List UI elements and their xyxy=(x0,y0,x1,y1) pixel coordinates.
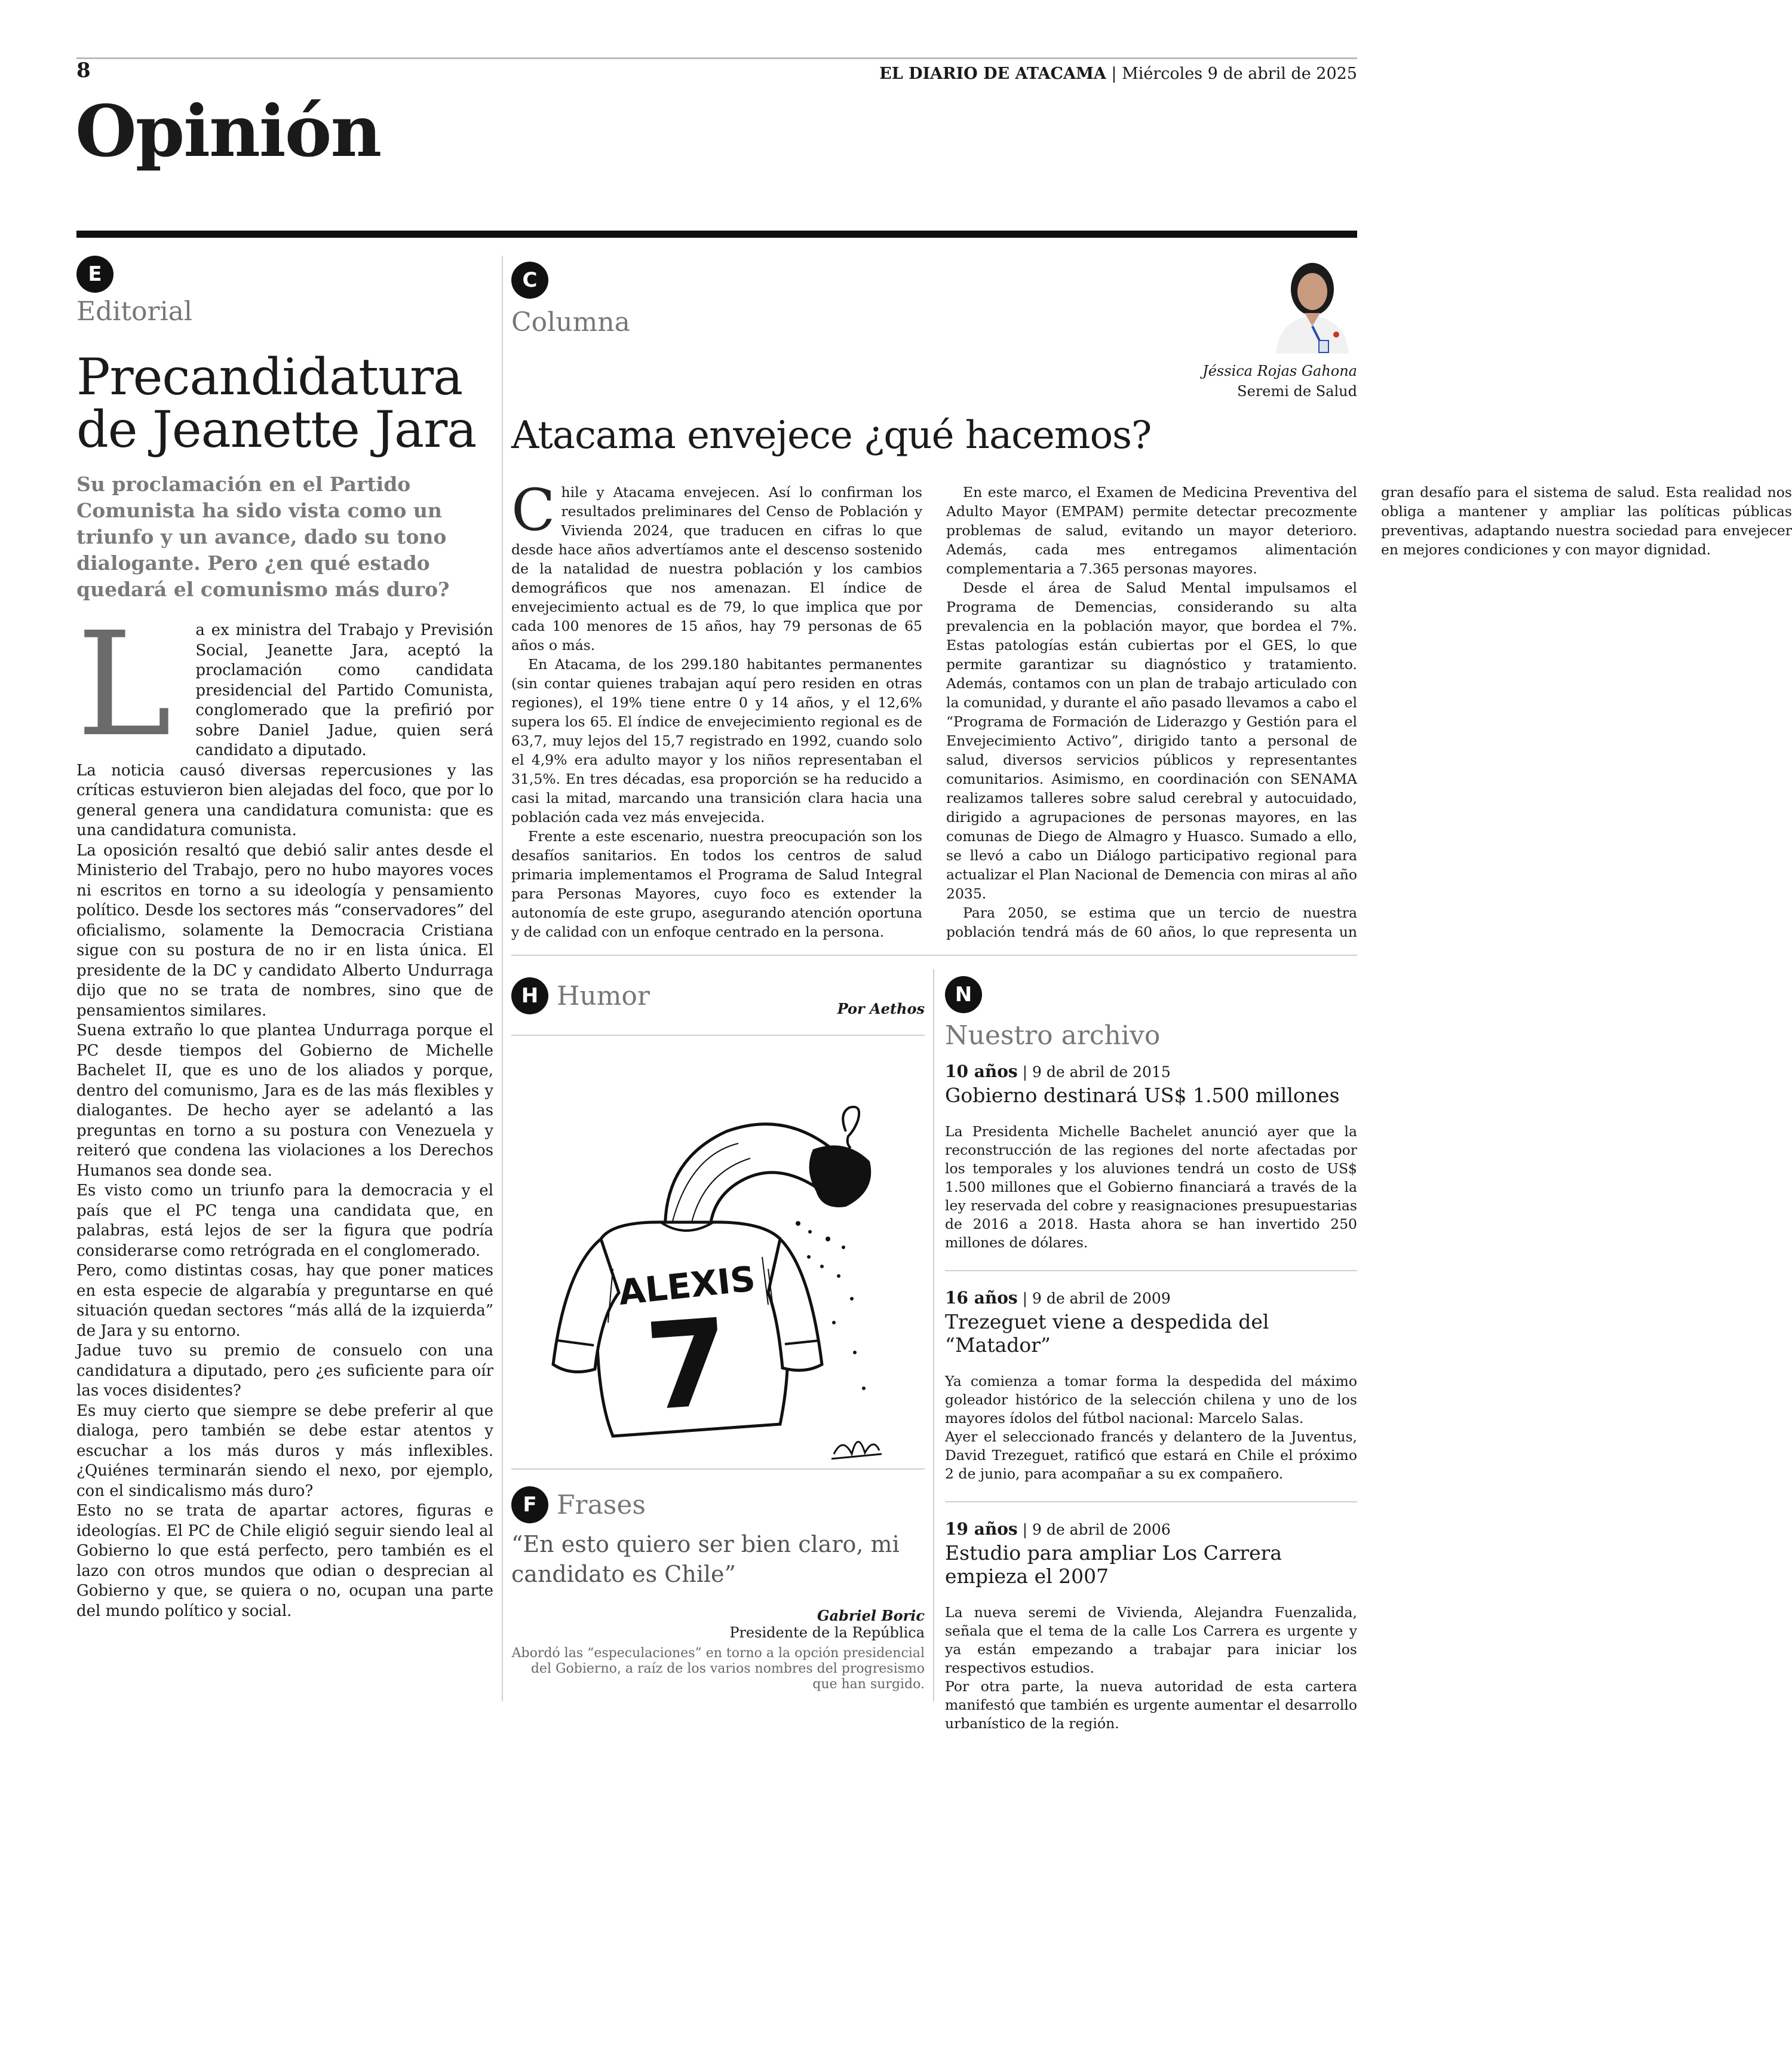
archive-years: 10 años xyxy=(945,1062,1018,1081)
humor-bottom-rule xyxy=(511,1468,925,1470)
humor-byline: Por Aethos xyxy=(837,1000,925,1017)
column-kicker: Columna xyxy=(511,307,630,338)
column-dropcap: C xyxy=(511,477,556,544)
archive-paragraph: Por otra parte, la nueva autoridad de esta cartera manifestó que también es urgente aumentar el desarrollo urbanístico de la región. xyxy=(945,1678,1357,1732)
editorial xyxy=(76,256,493,1621)
editorial-paragraph: a ex ministra del Trabajo y Previsión Social, Jeanette Jara, aceptó la proclamación como candidata presidencial del Partido Comunista, conglomerado que la prefirió por sobre Daniel Jadue, quien será candidato a diputado. xyxy=(195,621,493,759)
editorial-kicker: Editorial xyxy=(76,296,192,327)
editorial-paragraph: Esto no se trata de apartar actores, figuras e ideologías. El PC de Chile eligió seguir siendo leal al Gobierno lo que está perfecto, pero también es el lazo con otros mundos que odian o desprecian al Gobierno y que, se quiera o no, ocupan una parte del mundo político y social. xyxy=(76,1502,493,1620)
column-paragraph: En este marco, el Examen de Medicina Preventiva del Adulto Mayor (EMPAM) permite detectar precozmente problemas de salud, evitando un mayor deterioro. Además, cada mes entregamos alimentación complementaria a 7.365 personas mayores. xyxy=(946,484,1357,577)
jersey-name: ALEXIS xyxy=(616,1258,757,1313)
section-rule xyxy=(76,231,1357,238)
editorial-title xyxy=(76,348,493,459)
frases-kicker: Frases xyxy=(557,1489,646,1520)
page-number: 8 xyxy=(76,59,91,82)
archive-date xyxy=(945,1288,1357,1308)
author-role: Seremi de Salud xyxy=(1237,383,1357,400)
humor-kicker: Humor xyxy=(557,980,650,1011)
editorial-title-line2: de Jeanette Jara xyxy=(76,400,477,459)
masthead xyxy=(879,65,1357,83)
jersey-number: 7 xyxy=(641,1293,734,1438)
column-paragraph: Frente a este escenario, nuestra preocupación son los desafíos sanitarios. En todos los centros de salud primaria implementamos el Programa de Salud Integral para Personas Mayores, cuyo foco es extender la autonomía de este grupo, asegurando atención oportuna y de calidad con un enfoque centrado en la persona. xyxy=(511,828,922,940)
column-body xyxy=(511,477,1792,949)
frases-author: Gabriel Boric xyxy=(817,1607,925,1624)
issue-date: | Miércoles 9 de abril de 2025 xyxy=(1111,65,1357,83)
column-divider xyxy=(502,256,503,1701)
archive-badge: N xyxy=(945,976,982,1013)
frases-context: Abordó las “especulaciones” en torno a la opción presidencial del Gobierno, a raíz de los varios nombres del progresismo que han surgido. xyxy=(511,1646,925,1692)
frases-header xyxy=(511,1486,925,1523)
frases-role: Presidente de la República xyxy=(729,1624,925,1641)
archive-headline: Trezeguet viene a despedida del “Matador” xyxy=(945,1310,1269,1357)
archive-date xyxy=(945,1062,1357,1081)
archive-headline: Estudio para ampliar Los Carrera empieza el 2007 xyxy=(945,1541,1282,1588)
column-title: Atacama envejece ¿qué hacemos? xyxy=(511,413,1152,458)
archive-paragraph: La nueva seremi de Vivienda, Alejandra Fuenzalida, señala que el tema de la calle Los Carrera es urgente y ya están empezando a trabajar para iniciar los respectivos estudios. xyxy=(945,1604,1357,1676)
column xyxy=(511,262,1792,946)
editorial-paragraph: Suena extraño lo que plantea Undurraga porque el PC desde tiempos del Gobierno de Michelle Bachelet II, que es uno de los aliados y porque, dentro del comunismo, Jara es de las más flexibles y dialogantes. De hecho ayer se adelantó a las preguntas en torno a su postura con Venezuela y reiteró que condena las violaciones a los Derechos Humanos sea donde sea. xyxy=(76,1022,493,1180)
archive-body xyxy=(945,1122,1357,1252)
author-caption xyxy=(1202,361,1357,401)
archive-item xyxy=(945,1519,1357,1733)
frases-quote: “En esto quiero ser bien claro, mi candidato es Chile” xyxy=(511,1531,900,1587)
archive-kicker: Nuestro archivo xyxy=(945,1020,1161,1051)
column-bottom-rule xyxy=(511,955,1357,956)
section-title: Opinión xyxy=(75,90,381,173)
archive-item xyxy=(945,1288,1357,1483)
column-paragraph-text: hile y Atacama envejecen. Así lo confirman los resultados preliminares del Censo de Población y Vivienda 2024, que traducen en cifras lo que desde hace años advertíamos ante el descenso sostenido de la natalidad de nuestra población y los cambios demográficos que nos amenazan. El índice de envejecimiento actual es de 79, lo que implica que por cada 100 menores de 15 años, hay 79 personas de 65 años o más. xyxy=(511,484,922,654)
author-name: Jéssica Rojas Gahona xyxy=(1202,363,1357,379)
cartoon-drawing xyxy=(511,1042,925,1496)
humor-archive-divider xyxy=(933,969,934,1701)
archive-separator xyxy=(945,1501,1357,1502)
cartoon xyxy=(511,1042,925,1496)
archive-paragraph: La Presidenta Michelle Bachelet anunció ayer que la reconstrucción de las regiones del norte afectadas por los temporales y los aluviones tendrá un costo de US$ 1.500 millones que el Gobierno financiará a través de la ley reservada del cobre y reasignaciones presupuestarias de 2016 a 2018. Hasta ahora se han invertido 250 millones de dólares. xyxy=(945,1123,1357,1251)
archive-date-text: | 9 de abril de 2015 xyxy=(1022,1063,1171,1081)
archive-date-text: | 9 de abril de 2006 xyxy=(1022,1521,1171,1538)
archive-separator xyxy=(945,1270,1357,1271)
newspaper-name: EL DIARIO DE ATACAMA xyxy=(879,65,1106,83)
author-photo xyxy=(1268,251,1357,354)
editorial-paragraph: Es muy cierto que siempre se debe preferir al que dialoga, pero también se debe estar atentos y escuchar a los más duros y más inflexibles. ¿Quiénes terminarán siendo el nexo, por ejemplo, con el sindicalismo más duro? xyxy=(76,1401,493,1500)
frases xyxy=(511,1486,925,1692)
archive-paragraph: Ayer el seleccionado francés y delantero de la Juventus, David Trezeguet, ratificó que estará en Chile el próximo 2 de junio, para acompañar a su ex compañero. xyxy=(945,1428,1357,1482)
archive-years: 19 años xyxy=(945,1519,1018,1539)
editorial-title-line1: Precandidatura xyxy=(76,348,463,406)
column-paragraph: Desde el área de Salud Mental impulsamos el Programa de Demencias, considerando su alta prevalencia en la población mayor, que bordea el 7%. Estas patologías están cubiertas por el GES, lo que permite garantizar su diagnóstico y tratamiento. Además, contamos con un plan de trabajo articulado con la comunidad, y durante el año pasado llevamos a cabo el “Programa de Formación de Liderazgo y Gestión para el Envejecimiento Activo”, dirigido tanto a personal de salud, diversos servicios públicos y representantes comunitarios. Asimismo, en coordinación con SENAMA realizamos talleres sobre salud cerebral y autocuidado, dirigido a agrupaciones de personas mayores, en las comunas de Diego de Almagro y Huasco. Sumado a ello, se llevó a cabo un Diálogo participativo regional para actualizar el Plan Nacional de Demencia con miras al año 2035. xyxy=(946,579,1357,902)
editorial-paragraph: Pero, como distintas cosas, hay que poner matices en esta especie de algarabía y preguntarse en qué situación quedan sectores “más allá de la izquierda” de Jara y su entorno. xyxy=(76,1262,493,1340)
top-rule xyxy=(76,57,1357,59)
archive-date xyxy=(945,1519,1357,1539)
editorial-paragraph: La noticia causó diversas repercusiones y las críticas estuvieron bien alejadas del foco, que por lo general genera una candidatura comunista: que es una candidatura comunista. xyxy=(76,761,493,839)
frases-badge: F xyxy=(511,1486,548,1523)
archive xyxy=(945,976,1357,1733)
archive-date-text: | 9 de abril de 2009 xyxy=(1022,1290,1171,1307)
editorial-paragraph: Es visto como un triunfo para la democracia y el país que el PC tenga una candidata que, en palabras, está lejos de ser la figura que podría considerarse como retrógrada en el conglomerado. xyxy=(76,1182,493,1260)
column-paragraph: En Atacama, de los 299.180 habitantes permanentes (sin contar quienes trabajan aquí pero residen en otras regiones), el 19% tiene entre 0 y 14 años, y el 12,6% supera los 65. El índice de envejecimiento regional es de 63,7, muy lejos del 15,7 registrado en 1992, cuando solo el 4,9% era adulto mayor y los niños representaban el 31,5%. En tres décadas, esa proporción se ha reducido a casi la mitad, marcando una transición clara hacia una población cada vez más envejecida. xyxy=(511,656,922,826)
archive-body xyxy=(945,1603,1357,1733)
archive-item xyxy=(945,1062,1357,1252)
editorial-dropcap: L xyxy=(76,601,172,768)
archive-paragraph: Ya comienza a tomar forma la despedida del máximo goleador histórico de la selección chilena y uno de los mayores ídolos del fútbol nacional: Marcelo Salas. xyxy=(945,1373,1357,1427)
humor-badge: H xyxy=(511,977,548,1014)
archive-years: 16 años xyxy=(945,1288,1018,1308)
editorial-paragraph: La oposición resaltó que debió salir antes desde el Ministerio del Trabajo, pero no hubo mayores voces ni escritos en torno a su ideología y pensamiento político. Desde los sectores más “conservadores” del oficialismo, solamente la Democracia Cristiana sigue con su postura de no ir en lista única. El presidente de la DC y candidato Alberto Undurraga dijo que no se trata de nombres, sino que de pensamientos similares. xyxy=(76,841,493,1020)
editorial-paragraph: Jadue tuvo su premio de consuelo con una candidatura a diputado, pero ¿es suficiente para oír las voces disidentes? xyxy=(76,1342,493,1400)
column-badge: C xyxy=(511,262,548,299)
humor xyxy=(511,977,925,1496)
editorial-lead: Su proclamación en el Partido Comunista ha sido vista como un triunfo y un avance, dado su tono dialogante. Pero ¿en qué estado quedará el comunismo más duro? xyxy=(76,473,450,601)
column-paragraph xyxy=(511,477,922,655)
editorial-badge: E xyxy=(76,256,113,293)
archive-headline: Gobierno destinará US$ 1.500 millones xyxy=(945,1084,1340,1107)
column-paragraph: Para 2050, se estima que un tercio de nuestra población tendrá más de 60 años, lo que representa un gran desafío para el sistema de salud. Esta realidad nos obliga a mantener y ampliar las políticas públicas preventivas, adaptando nuestra sociedad para envejecer en mejores condiciones y con mayor dignidad. xyxy=(946,484,1792,940)
archive-body xyxy=(945,1372,1357,1483)
humor-rule xyxy=(511,1035,925,1036)
editorial-body xyxy=(76,601,493,1621)
